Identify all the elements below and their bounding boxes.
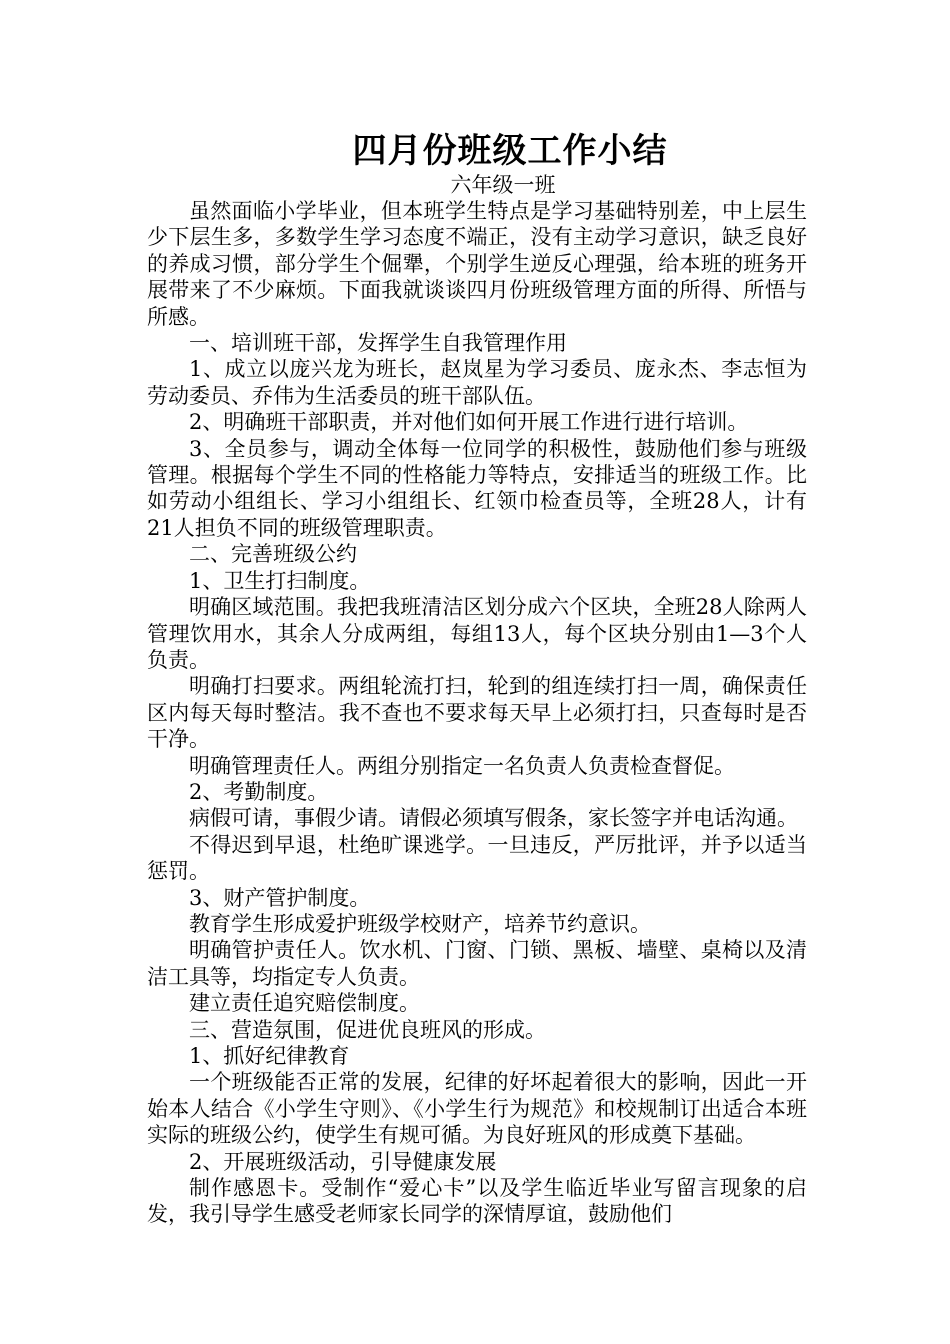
paragraph: 一个班级能否正常的发展，纪律的好坏起着很大的影响，因此一开始本人结合《小学生守则》、《小学生行为规范》和校规制订出适合本班实际的班级公约，使学生有规可循。为良好班风的形成奠下基础。: [147, 1070, 807, 1148]
paragraph: 明确打扫要求。两组轮流打扫，轮到的组连续打扫一周，确保责任区内每天每时整洁。我不查也不要求每天早上必须打扫，只查每时是否干净。: [147, 674, 807, 752]
paragraph: 明确管护责任人。饮水机、门窗、门锁、黑板、墙壁、桌椅以及清洁工具等，均指定专人负责。: [147, 938, 807, 989]
subsection-heading: 2、考勤制度。: [189, 779, 329, 804]
subsection-heading: 1、卫生打扫制度。: [189, 568, 371, 593]
paragraph: 1、成立以庞兴龙为班长，赵岚星为学习委员、庞永杰、李志恒为劳动委员、乔伟为生活委员的班干部队伍。: [147, 357, 807, 408]
subsection-heading: 1、抓好纪律教育: [189, 1044, 350, 1068]
paragraph: 明确区域范围。我把我班清洁区划分成六个区块，全班28人除两人管理饮用水，其余人分成两组，每组13人，每个区块分别由1—3个人负责。: [147, 595, 807, 672]
paragraph: 2、明确班干部职责，并对他们如何开展工作进行进行培训。: [189, 410, 749, 435]
document-subtitle: 六年级一班: [450, 173, 556, 197]
subsection-heading: 2、开展班级活动，引导健康发展: [189, 1149, 497, 1174]
subsection-heading: 3、财产管护制度。: [189, 885, 371, 910]
paragraph: 虽然面临小学毕业，但本班学生特点是学习基础特别差，中上层生少下层生多，多数学生学习态度不端正，没有主动学习意识，缺乏良好的养成习惯，部分学生个倔犟，个别学生逆反心理强，给本班的班务开展带来了不少麻烦。下面我就谈谈四月份班级管理方面的所得、所悟与所感。: [147, 199, 807, 329]
paragraph: 不得迟到早退，杜绝旷课逃学。一旦违反，严厉批评，并予以适当惩罚。: [147, 832, 807, 884]
section-heading: 三、营造氛围，促进优良班风的形成。: [189, 1017, 546, 1042]
paragraph: 教育学生形成爱护班级学校财产，培养节约意识。: [189, 911, 651, 936]
paragraph: 3、全员参与，调动全体每一位同学的积极性，鼓励他们参与班级管理。根据每个学生不同的性格能力等特点，安排适当的班级工作。比如劳动小组组长、学习小组组长、红领巾检查员等，全班28人，计有21人担负不同的班级管理职责。: [147, 436, 807, 540]
paragraph: 建立责任追究赔偿制度。: [189, 991, 420, 1016]
document-title: 四月份班级工作小结: [352, 131, 668, 171]
paragraph: 制作感恩卡。受制作“爱心卡”以及学生临近毕业写留言现象的启发，我引导学生感受老师家长同学的深情厚谊，鼓励他们: [147, 1176, 807, 1227]
section-heading: 一、培训班干部，发挥学生自我管理作用: [189, 331, 567, 356]
paragraph: 病假可请，事假少请。请假必须填写假条，家长签字并电话沟通。: [189, 806, 798, 831]
section-heading: 二、完善班级公约: [189, 542, 357, 567]
paragraph: 明确管理责任人。两组分别指定一名负责人负责检查督促。: [189, 753, 735, 778]
document-body: [147, 198, 807, 1228]
